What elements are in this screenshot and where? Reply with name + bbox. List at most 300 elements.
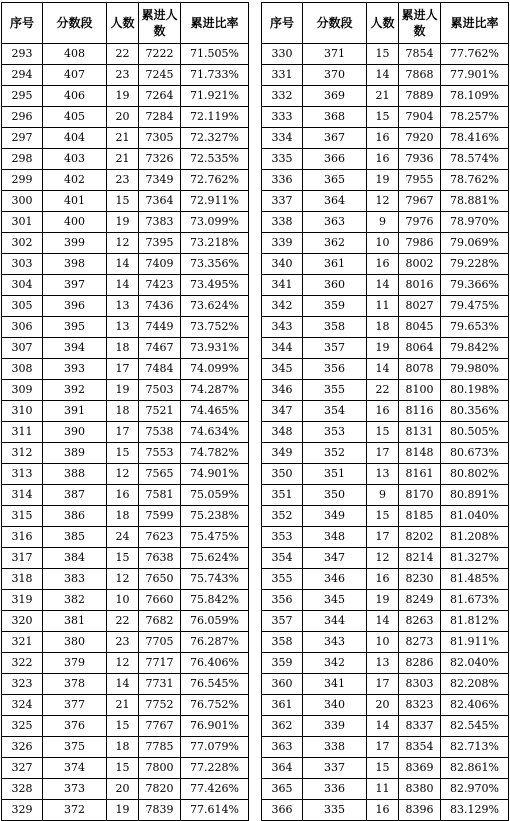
cell-score-band: 407 <box>43 65 107 86</box>
table-row <box>2 86 249 107</box>
cell-score-band: 354 <box>303 401 367 422</box>
cell-count: 14 <box>367 359 399 380</box>
cell-rank: 366 <box>262 800 303 821</box>
table-row <box>262 422 509 443</box>
cell-count: 19 <box>367 590 399 611</box>
cell-score-band: 387 <box>43 485 107 506</box>
cell-cumulative-ratio: 79.842% <box>441 338 509 359</box>
cell-cumulative-count: 7364 <box>139 191 181 212</box>
cell-cumulative-count: 7800 <box>139 758 181 779</box>
cell-count: 15 <box>107 548 139 569</box>
cell-cumulative-ratio: 82.861% <box>441 758 509 779</box>
cell-cumulative-ratio: 80.673% <box>441 443 509 464</box>
cell-cumulative-ratio: 79.069% <box>441 233 509 254</box>
table-row <box>262 695 509 716</box>
cell-cumulative-count: 7349 <box>139 170 181 191</box>
cell-rank: 302 <box>2 233 43 254</box>
cell-rank: 342 <box>262 296 303 317</box>
cell-count: 9 <box>367 485 399 506</box>
cell-count: 18 <box>367 317 399 338</box>
cell-cumulative-count: 8354 <box>399 737 441 758</box>
cell-score-band: 349 <box>303 506 367 527</box>
table-row <box>262 569 509 590</box>
cell-score-band: 363 <box>303 212 367 233</box>
table-row <box>2 569 249 590</box>
cell-count: 16 <box>367 800 399 821</box>
cell-count: 15 <box>107 716 139 737</box>
table-row <box>2 611 249 632</box>
cell-count: 12 <box>367 548 399 569</box>
cell-score-band: 369 <box>303 86 367 107</box>
cell-cumulative-count: 8078 <box>399 359 441 380</box>
cell-score-band: 380 <box>43 632 107 653</box>
cell-cumulative-count: 8016 <box>399 275 441 296</box>
cell-rank: 313 <box>2 464 43 485</box>
cell-count: 18 <box>107 737 139 758</box>
cell-score-band: 404 <box>43 128 107 149</box>
cell-score-band: 357 <box>303 338 367 359</box>
cell-count: 15 <box>107 191 139 212</box>
cell-count: 18 <box>107 506 139 527</box>
cell-cumulative-count: 8045 <box>399 317 441 338</box>
cell-rank: 309 <box>2 380 43 401</box>
cell-cumulative-ratio: 78.970% <box>441 212 509 233</box>
table-row <box>262 128 509 149</box>
cell-count: 14 <box>107 275 139 296</box>
cell-cumulative-count: 8148 <box>399 443 441 464</box>
cell-cumulative-ratio: 80.356% <box>441 401 509 422</box>
cell-rank: 362 <box>262 716 303 737</box>
cell-score-band: 393 <box>43 359 107 380</box>
table-body <box>262 44 509 821</box>
cell-count: 23 <box>107 632 139 653</box>
cell-rank: 295 <box>2 86 43 107</box>
table-row <box>262 758 509 779</box>
cell-count: 15 <box>367 422 399 443</box>
cell-rank: 358 <box>262 632 303 653</box>
cell-score-band: 376 <box>43 716 107 737</box>
cell-score-band: 335 <box>303 800 367 821</box>
cell-cumulative-count: 8230 <box>399 569 441 590</box>
cell-count: 19 <box>107 800 139 821</box>
cell-count: 14 <box>367 65 399 86</box>
cell-cumulative-ratio: 82.713% <box>441 737 509 758</box>
header-row <box>2 3 249 44</box>
cell-cumulative-count: 7503 <box>139 380 181 401</box>
cell-count: 16 <box>367 401 399 422</box>
cell-cumulative-ratio: 72.535% <box>181 149 249 170</box>
cell-rank: 352 <box>262 506 303 527</box>
score-table-right <box>261 2 509 821</box>
cell-rank: 300 <box>2 191 43 212</box>
cell-rank: 349 <box>262 443 303 464</box>
cell-cumulative-count: 7467 <box>139 338 181 359</box>
cell-rank: 297 <box>2 128 43 149</box>
cell-score-band: 341 <box>303 674 367 695</box>
table-row <box>262 548 509 569</box>
table-row <box>2 254 249 275</box>
cell-rank: 314 <box>2 485 43 506</box>
cell-score-band: 375 <box>43 737 107 758</box>
cell-count: 16 <box>107 485 139 506</box>
cell-score-band: 355 <box>303 380 367 401</box>
table-row <box>2 548 249 569</box>
cell-rank: 347 <box>262 401 303 422</box>
cell-cumulative-count: 8380 <box>399 779 441 800</box>
table-row <box>2 737 249 758</box>
table-row <box>2 317 249 338</box>
cell-rank: 344 <box>262 338 303 359</box>
cell-score-band: 373 <box>43 779 107 800</box>
cell-rank: 361 <box>262 695 303 716</box>
cell-cumulative-ratio: 74.901% <box>181 464 249 485</box>
cell-cumulative-ratio: 80.505% <box>441 422 509 443</box>
cell-score-band: 346 <box>303 569 367 590</box>
cell-count: 19 <box>107 380 139 401</box>
cell-count: 18 <box>107 401 139 422</box>
cell-cumulative-ratio: 81.911% <box>441 632 509 653</box>
cell-cumulative-count: 7955 <box>399 170 441 191</box>
cell-rank: 307 <box>2 338 43 359</box>
cell-count: 12 <box>107 569 139 590</box>
table-row <box>2 107 249 128</box>
cell-cumulative-ratio: 81.673% <box>441 590 509 611</box>
cell-cumulative-count: 7326 <box>139 149 181 170</box>
cell-count: 10 <box>107 590 139 611</box>
header-row <box>262 3 509 44</box>
cell-score-band: 406 <box>43 86 107 107</box>
cell-rank: 294 <box>2 65 43 86</box>
cell-score-band: 351 <box>303 464 367 485</box>
cell-score-band: 381 <box>43 611 107 632</box>
cell-count: 11 <box>367 779 399 800</box>
cell-count: 20 <box>107 107 139 128</box>
cell-count: 13 <box>367 653 399 674</box>
table-row <box>262 44 509 65</box>
cell-cumulative-ratio: 79.366% <box>441 275 509 296</box>
cell-count: 12 <box>107 464 139 485</box>
table-row <box>2 338 249 359</box>
cell-cumulative-count: 7785 <box>139 737 181 758</box>
cell-cumulative-count: 8249 <box>399 590 441 611</box>
cell-score-band: 372 <box>43 800 107 821</box>
cell-score-band: 396 <box>43 296 107 317</box>
cell-count: 10 <box>367 233 399 254</box>
header-cumulative-count: 累进人数 <box>139 3 181 44</box>
cell-score-band: 385 <box>43 527 107 548</box>
cell-cumulative-count: 7660 <box>139 590 181 611</box>
cell-score-band: 356 <box>303 359 367 380</box>
cell-count: 15 <box>107 443 139 464</box>
cell-cumulative-count: 7682 <box>139 611 181 632</box>
cell-score-band: 374 <box>43 758 107 779</box>
cell-cumulative-count: 7820 <box>139 779 181 800</box>
cell-rank: 306 <box>2 317 43 338</box>
cell-rank: 356 <box>262 590 303 611</box>
cell-rank: 359 <box>262 653 303 674</box>
cell-rank: 316 <box>2 527 43 548</box>
cell-score-band: 395 <box>43 317 107 338</box>
cell-cumulative-count: 7284 <box>139 107 181 128</box>
cell-score-band: 391 <box>43 401 107 422</box>
cell-score-band: 399 <box>43 233 107 254</box>
table-row <box>2 779 249 800</box>
cell-rank: 354 <box>262 548 303 569</box>
cell-rank: 301 <box>2 212 43 233</box>
cell-count: 14 <box>367 275 399 296</box>
cell-count: 21 <box>107 695 139 716</box>
header-score-band: 分数段 <box>303 3 367 44</box>
cell-rank: 323 <box>2 674 43 695</box>
cell-count: 14 <box>367 716 399 737</box>
cell-count: 13 <box>107 317 139 338</box>
cell-rank: 330 <box>262 44 303 65</box>
cell-cumulative-ratio: 71.921% <box>181 86 249 107</box>
cell-rank: 304 <box>2 275 43 296</box>
cell-rank: 310 <box>2 401 43 422</box>
cell-score-band: 353 <box>303 422 367 443</box>
table-row <box>262 86 509 107</box>
cell-score-band: 359 <box>303 296 367 317</box>
cell-rank: 315 <box>2 506 43 527</box>
cell-score-band: 364 <box>303 191 367 212</box>
cell-cumulative-ratio: 75.059% <box>181 485 249 506</box>
cell-count: 17 <box>367 443 399 464</box>
table-row <box>2 401 249 422</box>
cell-count: 9 <box>367 212 399 233</box>
cell-cumulative-count: 7484 <box>139 359 181 380</box>
cell-cumulative-ratio: 77.614% <box>181 800 249 821</box>
cell-cumulative-ratio: 81.812% <box>441 611 509 632</box>
cell-cumulative-ratio: 81.208% <box>441 527 509 548</box>
cell-rank: 363 <box>262 737 303 758</box>
cell-count: 13 <box>107 296 139 317</box>
cell-score-band: 362 <box>303 233 367 254</box>
cell-score-band: 360 <box>303 275 367 296</box>
cell-cumulative-count: 7986 <box>399 233 441 254</box>
cell-count: 15 <box>367 107 399 128</box>
cell-cumulative-count: 7705 <box>139 632 181 653</box>
cell-cumulative-count: 7638 <box>139 548 181 569</box>
cell-rank: 343 <box>262 317 303 338</box>
cell-rank: 298 <box>2 149 43 170</box>
cell-rank: 324 <box>2 695 43 716</box>
cell-rank: 351 <box>262 485 303 506</box>
cell-cumulative-count: 8100 <box>399 380 441 401</box>
cell-cumulative-ratio: 78.574% <box>441 149 509 170</box>
cell-cumulative-ratio: 74.465% <box>181 401 249 422</box>
cell-score-band: 394 <box>43 338 107 359</box>
cell-score-band: 337 <box>303 758 367 779</box>
cell-count: 19 <box>367 338 399 359</box>
table-row <box>2 800 249 821</box>
table-row <box>2 380 249 401</box>
cell-count: 17 <box>367 527 399 548</box>
cell-cumulative-count: 7409 <box>139 254 181 275</box>
cell-score-band: 344 <box>303 611 367 632</box>
cell-count: 15 <box>367 506 399 527</box>
cell-cumulative-ratio: 74.782% <box>181 443 249 464</box>
cell-rank: 303 <box>2 254 43 275</box>
cell-cumulative-ratio: 72.762% <box>181 170 249 191</box>
cell-cumulative-ratio: 77.228% <box>181 758 249 779</box>
header-rank: 序号 <box>2 3 43 44</box>
cell-cumulative-count: 8323 <box>399 695 441 716</box>
table-row <box>2 422 249 443</box>
cell-rank: 320 <box>2 611 43 632</box>
table-row <box>262 275 509 296</box>
cell-count: 13 <box>367 464 399 485</box>
cell-score-band: 408 <box>43 44 107 65</box>
cell-rank: 311 <box>2 422 43 443</box>
cell-rank: 319 <box>2 590 43 611</box>
cell-count: 15 <box>367 758 399 779</box>
cell-score-band: 340 <box>303 695 367 716</box>
table-row <box>262 506 509 527</box>
cell-cumulative-count: 7264 <box>139 86 181 107</box>
cell-cumulative-count: 7868 <box>399 65 441 86</box>
cell-cumulative-ratio: 82.040% <box>441 653 509 674</box>
cell-cumulative-count: 8337 <box>399 716 441 737</box>
table-row <box>2 485 249 506</box>
cell-cumulative-ratio: 73.931% <box>181 338 249 359</box>
cell-score-band: 405 <box>43 107 107 128</box>
cell-rank: 327 <box>2 758 43 779</box>
table-row <box>2 506 249 527</box>
cell-count: 16 <box>367 128 399 149</box>
table-row <box>2 527 249 548</box>
cell-rank: 341 <box>262 275 303 296</box>
cell-cumulative-count: 7581 <box>139 485 181 506</box>
cell-cumulative-ratio: 82.406% <box>441 695 509 716</box>
cell-cumulative-count: 8369 <box>399 758 441 779</box>
cell-cumulative-ratio: 76.752% <box>181 695 249 716</box>
table-row <box>2 464 249 485</box>
cell-score-band: 336 <box>303 779 367 800</box>
cell-cumulative-count: 7650 <box>139 569 181 590</box>
cell-cumulative-count: 8286 <box>399 653 441 674</box>
cell-score-band: 370 <box>303 65 367 86</box>
cell-cumulative-ratio: 72.119% <box>181 107 249 128</box>
cell-rank: 332 <box>262 86 303 107</box>
cell-count: 23 <box>107 65 139 86</box>
cell-rank: 293 <box>2 44 43 65</box>
cell-rank: 329 <box>2 800 43 821</box>
cell-rank: 355 <box>262 569 303 590</box>
table-row <box>2 653 249 674</box>
cell-cumulative-ratio: 75.624% <box>181 548 249 569</box>
cell-score-band: 345 <box>303 590 367 611</box>
cell-rank: 325 <box>2 716 43 737</box>
cell-count: 16 <box>367 149 399 170</box>
cell-cumulative-ratio: 75.475% <box>181 527 249 548</box>
cell-score-band: 397 <box>43 275 107 296</box>
cell-score-band: 384 <box>43 548 107 569</box>
cell-cumulative-count: 7521 <box>139 401 181 422</box>
cell-count: 16 <box>367 254 399 275</box>
cell-cumulative-count: 7920 <box>399 128 441 149</box>
cell-rank: 334 <box>262 128 303 149</box>
cell-rank: 312 <box>2 443 43 464</box>
cell-cumulative-count: 7383 <box>139 212 181 233</box>
table-row <box>262 317 509 338</box>
cell-cumulative-count: 7449 <box>139 317 181 338</box>
cell-cumulative-count: 8131 <box>399 422 441 443</box>
table-row <box>262 674 509 695</box>
cell-rank: 339 <box>262 233 303 254</box>
cell-cumulative-count: 7976 <box>399 212 441 233</box>
table-row <box>2 149 249 170</box>
cell-cumulative-ratio: 77.079% <box>181 737 249 758</box>
table-row <box>262 632 509 653</box>
cell-score-band: 379 <box>43 653 107 674</box>
table-row <box>262 149 509 170</box>
cell-cumulative-count: 7839 <box>139 800 181 821</box>
cell-cumulative-ratio: 81.327% <box>441 548 509 569</box>
cell-cumulative-count: 8214 <box>399 548 441 569</box>
table-row <box>262 359 509 380</box>
table-row <box>2 233 249 254</box>
cell-cumulative-ratio: 71.505% <box>181 44 249 65</box>
table-row <box>2 758 249 779</box>
table-row <box>262 380 509 401</box>
cell-score-band: 389 <box>43 443 107 464</box>
table-body <box>2 44 249 821</box>
cell-cumulative-ratio: 78.762% <box>441 170 509 191</box>
cell-cumulative-ratio: 72.911% <box>181 191 249 212</box>
header-count: 人数 <box>367 3 399 44</box>
cell-count: 22 <box>367 380 399 401</box>
table-row <box>262 401 509 422</box>
cell-count: 14 <box>107 254 139 275</box>
cell-score-band: 390 <box>43 422 107 443</box>
table-row <box>2 65 249 86</box>
cell-cumulative-count: 8170 <box>399 485 441 506</box>
cell-count: 14 <box>367 611 399 632</box>
cell-cumulative-count: 8116 <box>399 401 441 422</box>
cell-cumulative-ratio: 79.980% <box>441 359 509 380</box>
cell-score-band: 342 <box>303 653 367 674</box>
cell-count: 17 <box>107 422 139 443</box>
table-row <box>2 128 249 149</box>
cell-cumulative-ratio: 78.881% <box>441 191 509 212</box>
cell-cumulative-ratio: 81.485% <box>441 569 509 590</box>
cell-rank: 326 <box>2 737 43 758</box>
cell-rank: 296 <box>2 107 43 128</box>
cell-score-band: 377 <box>43 695 107 716</box>
cell-rank: 318 <box>2 569 43 590</box>
cell-score-band: 382 <box>43 590 107 611</box>
table-header <box>2 3 249 44</box>
table-row <box>262 338 509 359</box>
table-row <box>2 44 249 65</box>
cell-score-band: 371 <box>303 44 367 65</box>
cell-cumulative-ratio: 77.901% <box>441 65 509 86</box>
cell-cumulative-count: 8002 <box>399 254 441 275</box>
cell-rank: 337 <box>262 191 303 212</box>
cell-rank: 333 <box>262 107 303 128</box>
cell-cumulative-ratio: 76.545% <box>181 674 249 695</box>
cell-score-band: 366 <box>303 149 367 170</box>
cell-count: 19 <box>107 86 139 107</box>
cell-cumulative-ratio: 75.842% <box>181 590 249 611</box>
cell-cumulative-ratio: 80.802% <box>441 464 509 485</box>
cell-cumulative-ratio: 73.356% <box>181 254 249 275</box>
cell-count: 20 <box>367 695 399 716</box>
cell-cumulative-ratio: 82.970% <box>441 779 509 800</box>
cell-cumulative-ratio: 79.228% <box>441 254 509 275</box>
cell-rank: 331 <box>262 65 303 86</box>
